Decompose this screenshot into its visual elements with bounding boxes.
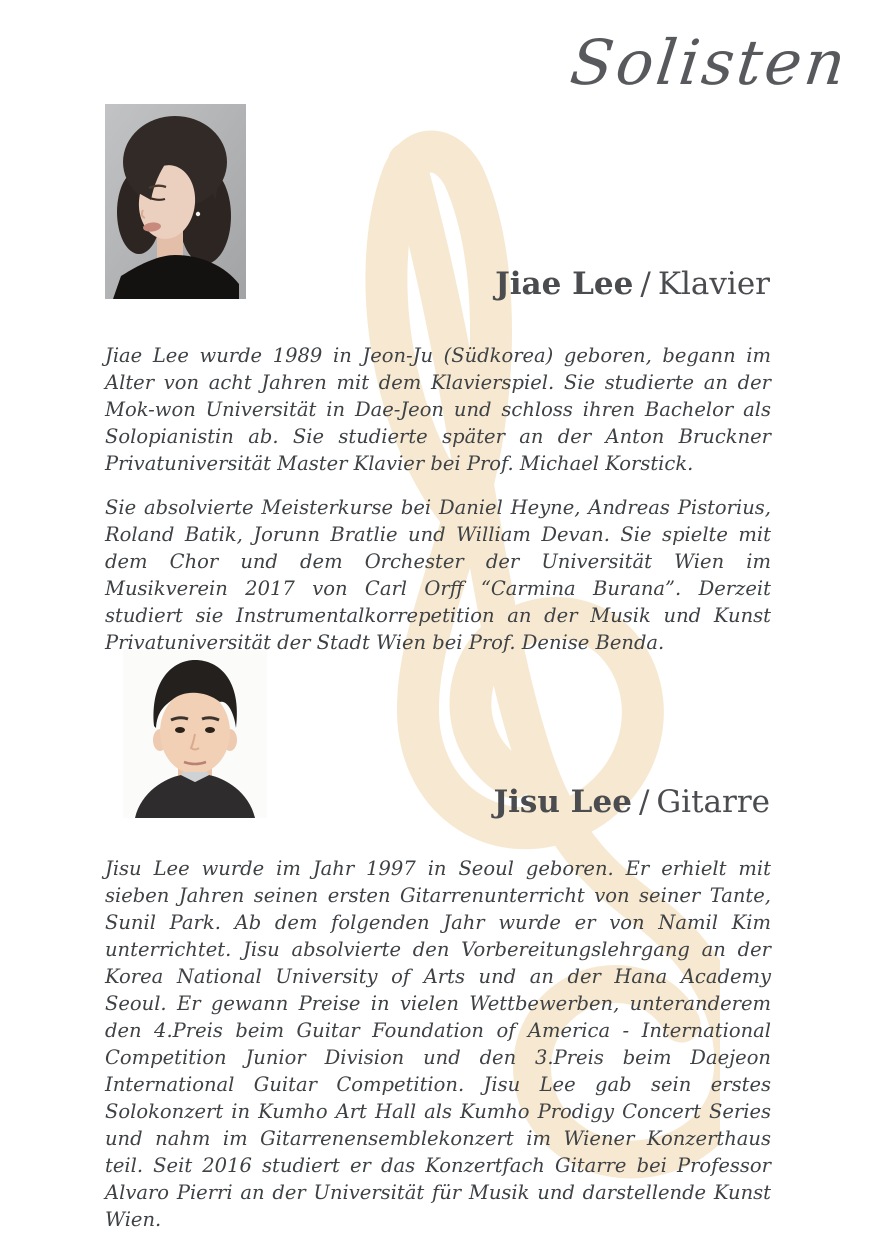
soloist-heading-jiae-lee [495, 266, 770, 302]
soloist-name: Jiae Lee [495, 266, 634, 302]
portrait-jiae-lee [105, 104, 246, 299]
soloist-heading-jisu-lee [493, 784, 770, 820]
soloist-name: Jisu Lee [493, 784, 632, 820]
bio-paragraph-jiae-1: Jiae Lee wurde 1989 in Jeon-Ju (Südkorea) geboren, begann im Alter von acht Jahren mit dem Klavierspiel. Sie studierte an der Mok-won Universität in Dae-Jeon und schloss ihren Bachelor als Solopianistin ab. Sie studierte später an der Anton Bruckner Privatuniversität Master Klavier bei Prof. Michael Korstick. [105, 343, 771, 475]
soloist-instrument: Klavier [657, 266, 770, 302]
bio-paragraph-jiae-2: Sie absolvierte Meisterkurse bei Daniel Heyne, Andreas Pistorius, Roland Batik, Jorunn Bratlie und William Devan. Sie spielte mit dem Chor und dem Orchester der Universität Wien im Musikverein 2017 von Carl Orff “Carmina Burana”. Derzeit studiert sie Instrumentalkorrepetition an der Musik und Kunst Privatuniversität der Stadt Wien bei Prof. Denise Benda. [105, 495, 771, 654]
heading-separator: / [640, 266, 651, 302]
bio-paragraph-jisu-1: Jisu Lee wurde im Jahr 1997 in Seoul geboren. Er erhielt mit sieben Jahren seinen ersten Gitarrenunterricht von seiner Tante, Sunil Park. Ab dem folgenden Jahr wurde er von Namil Kim unterrichtet. Jisu absolvierte den Vorbereitungslehrgang an der Korea National University of Arts und an der Hana Academy Seoul. Er gewann Preise in vielen Wettbewerben, unteranderem den 4.Preis beim Guitar Foundation of America - International Competition Junior Division und den 3.Preis beim Daejeon International Guitar Competition. Jisu Lee gab sein erstes Solokonzert in Kumho Art Hall als Kumho Prodigy Concert Series und nahm im Gitarrenensemblekonzert im Wiener Konzerthaus teil. Seit 2016 studiert er das Konzertfach Gitarre bei Professor Alvaro Pierri an der Universität für Musik und darstellende Kunst Wien. [105, 856, 771, 1231]
portrait-jisu-lee [123, 650, 267, 818]
page-title: Solisten [566, 26, 853, 99]
heading-separator: / [638, 784, 650, 820]
soloist-instrument: Gitarre [656, 784, 770, 820]
